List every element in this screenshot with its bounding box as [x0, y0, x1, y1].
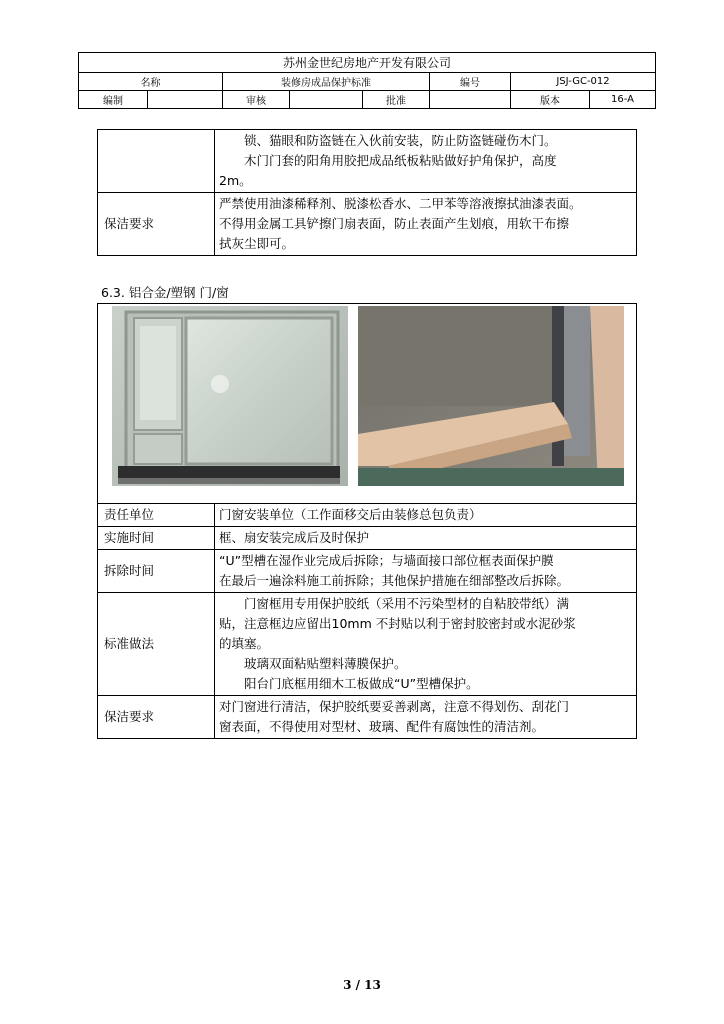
text-line: 贴，注意框边应留出10mm 不封贴以利于密封胶密封或水泥砂浆 [219, 616, 576, 631]
code-value: JSJ-GC-012 [511, 73, 656, 91]
remove-label: 拆除时间 [98, 550, 215, 593]
clean-text-2 [215, 696, 637, 739]
clean-label-2: 保洁要求 [98, 696, 215, 739]
text-line: 拭灰尘即可。 [219, 236, 295, 251]
text-line: 门窗框用专用保护胶纸（采用不污染型材的自粘胶带纸）满 [244, 596, 570, 611]
approve-value [430, 91, 511, 109]
clean-text [215, 193, 637, 256]
name-value: 装修房成品保护标准 [223, 73, 430, 91]
approve-label: 批准 [363, 91, 430, 109]
edit-label: 编制 [79, 91, 148, 109]
text-line: 木门门套的阳角用胶把成品纸板粘贴做好护角保护，高度 [244, 153, 557, 168]
remove-text [215, 550, 637, 593]
std-text [215, 593, 637, 696]
code-label: 编号 [430, 73, 511, 91]
text-line: 的填塞。 [219, 636, 270, 651]
text-line: 严禁使用油漆稀释剂、脱漆松香水、二甲苯等溶液擦拭油漆表面。 [219, 196, 582, 211]
text-line: 锁、猫眼和防盗链在入伙前安装，防止防盗链碰伤木门。 [244, 133, 557, 148]
name-label: 名称 [79, 73, 223, 91]
door-sill-photo [358, 306, 624, 486]
version-label: 版本 [511, 91, 590, 109]
std-label: 标准做法 [98, 593, 215, 696]
time-value: 框、扇安装完成后及时保护 [215, 527, 637, 550]
clean-label: 保洁要求 [98, 193, 215, 256]
review-label: 审核 [223, 91, 290, 109]
text-line: 阳台门底框用细木工板做成“U”型槽保护。 [244, 676, 479, 691]
text-line: 2m。 [219, 173, 252, 188]
page-number: 3 / 13 [343, 978, 381, 992]
company-name: 苏州金世纪房地产开发有限公司 [79, 53, 656, 73]
text-line: 窗表面，不得使用对型材、玻璃、配件有腐蚀性的清洁剂。 [219, 719, 545, 734]
version-value: 16-A [590, 91, 656, 109]
text-line: 不得用金属工具铲擦门扇表面，防止表面产生划痕，用软干布擦 [219, 216, 570, 231]
resp-label: 责任单位 [98, 504, 215, 527]
text-line: 在最后一遍涂料施工前拆除；其他保护措施在细部整改后拆除。 [219, 573, 570, 588]
door-standard-text [215, 130, 637, 193]
time-label: 实施时间 [98, 527, 215, 550]
window-protection-table [97, 503, 637, 739]
section-title: 6.3. 铝合金/塑钢 门/窗 [101, 285, 229, 300]
document-header [78, 52, 656, 109]
text-line: “U”型槽在湿作业完成后拆除；与墙面接口部位框表面保护膜 [219, 553, 554, 568]
blank-label [98, 130, 215, 193]
photo-row [97, 303, 637, 504]
window-photo [112, 306, 348, 486]
resp-value: 门窗安装单位（工作面移交后由装修总包负责） [215, 504, 637, 527]
review-value [290, 91, 363, 109]
door-protection-table [97, 129, 637, 256]
text-line: 玻璃双面粘贴塑料薄膜保护。 [244, 656, 407, 671]
text-line: 对门窗进行清洁，保护胶纸要妥善剥离，注意不得划伤、刮花门 [219, 699, 570, 714]
edit-value [148, 91, 223, 109]
